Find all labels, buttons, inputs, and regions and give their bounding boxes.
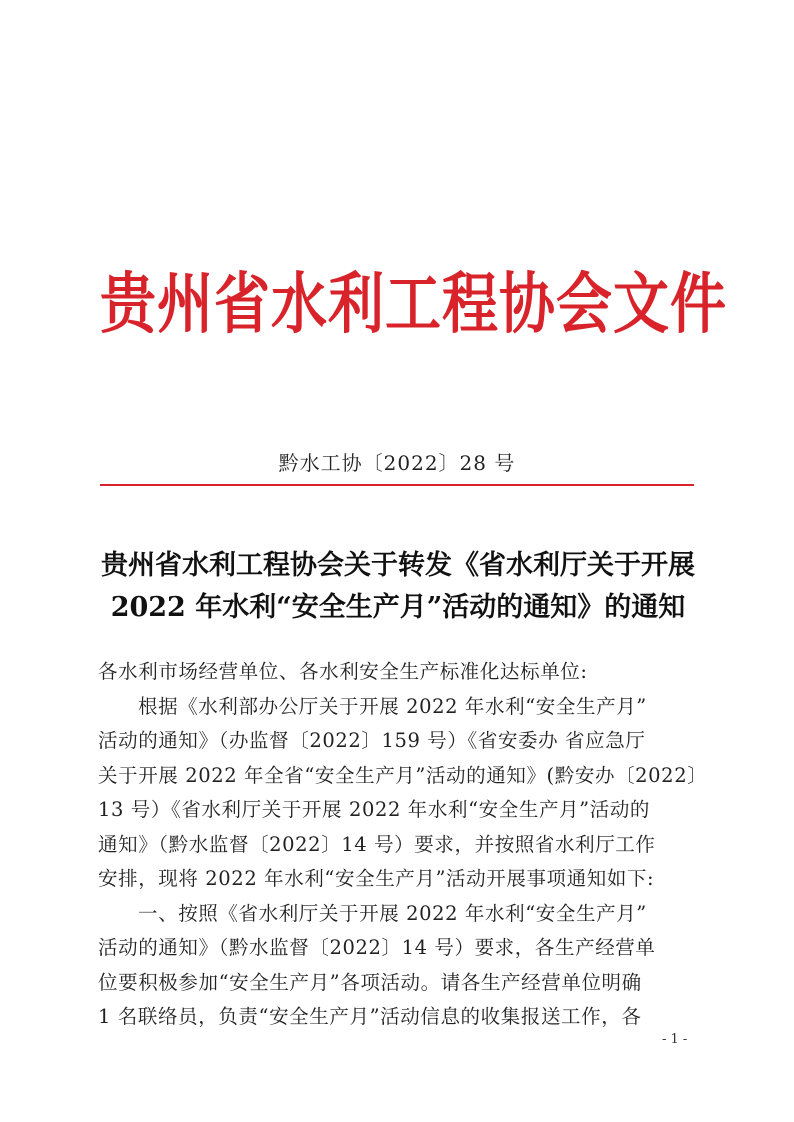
body-line: 一、按照《省水利厅关于开展 2022 年水利“安全生产月” — [138, 901, 647, 925]
page-number: - 1 - — [662, 1032, 688, 1047]
body-line: 安排，现将 2022 年水利“安全生产月”活动开展事项通知如下: — [98, 867, 655, 890]
body-line: 通知》（黔水监督〔2022〕14 号）要求，并按照省水利厅工作 — [98, 832, 656, 856]
red-divider-line — [100, 484, 694, 486]
document-masthead: 贵州省水利工程协会文件 — [100, 266, 727, 343]
addressee: 各水利市场经营单位、各水利安全生产标准化达标单位: — [98, 660, 588, 683]
notice-title-line: 贵州省水利工程协会关于转发《省水利厅关于开展 — [101, 550, 695, 581]
document-number: 黔水工协〔2022〕28 号 — [278, 451, 516, 475]
body-line: 1 名联络员，负责“安全生产月”活动信息的收集报送工作，各 — [98, 1005, 642, 1028]
body-line: 活动的通知》（黔水监督〔2022〕14 号）要求，各生产经营单 — [98, 936, 656, 959]
notice-body — [98, 655, 708, 1035]
notice-title-line: 2022 年水利“安全生产月”活动的通知》的通知 — [110, 592, 686, 623]
body-line: 位要积极参加“安全生产月”各项活动。请各生产经营单位明确 — [98, 970, 642, 994]
body-line: 13 号）《省水利厅关于开展 2022 年水利“安全生产月”活动的 — [98, 798, 651, 821]
body-line: 根据《水利部办公厅关于开展 2022 年水利“安全生产月” — [138, 694, 647, 718]
body-line: 关于开展 2022 年全省“安全生产月”活动的通知》(黔安办〔2022〕 — [98, 763, 708, 787]
notice-title — [98, 545, 698, 629]
body-line: 活动的通知》（办监督〔2022〕159 号）《省安委办 省应急厅 — [98, 729, 646, 752]
